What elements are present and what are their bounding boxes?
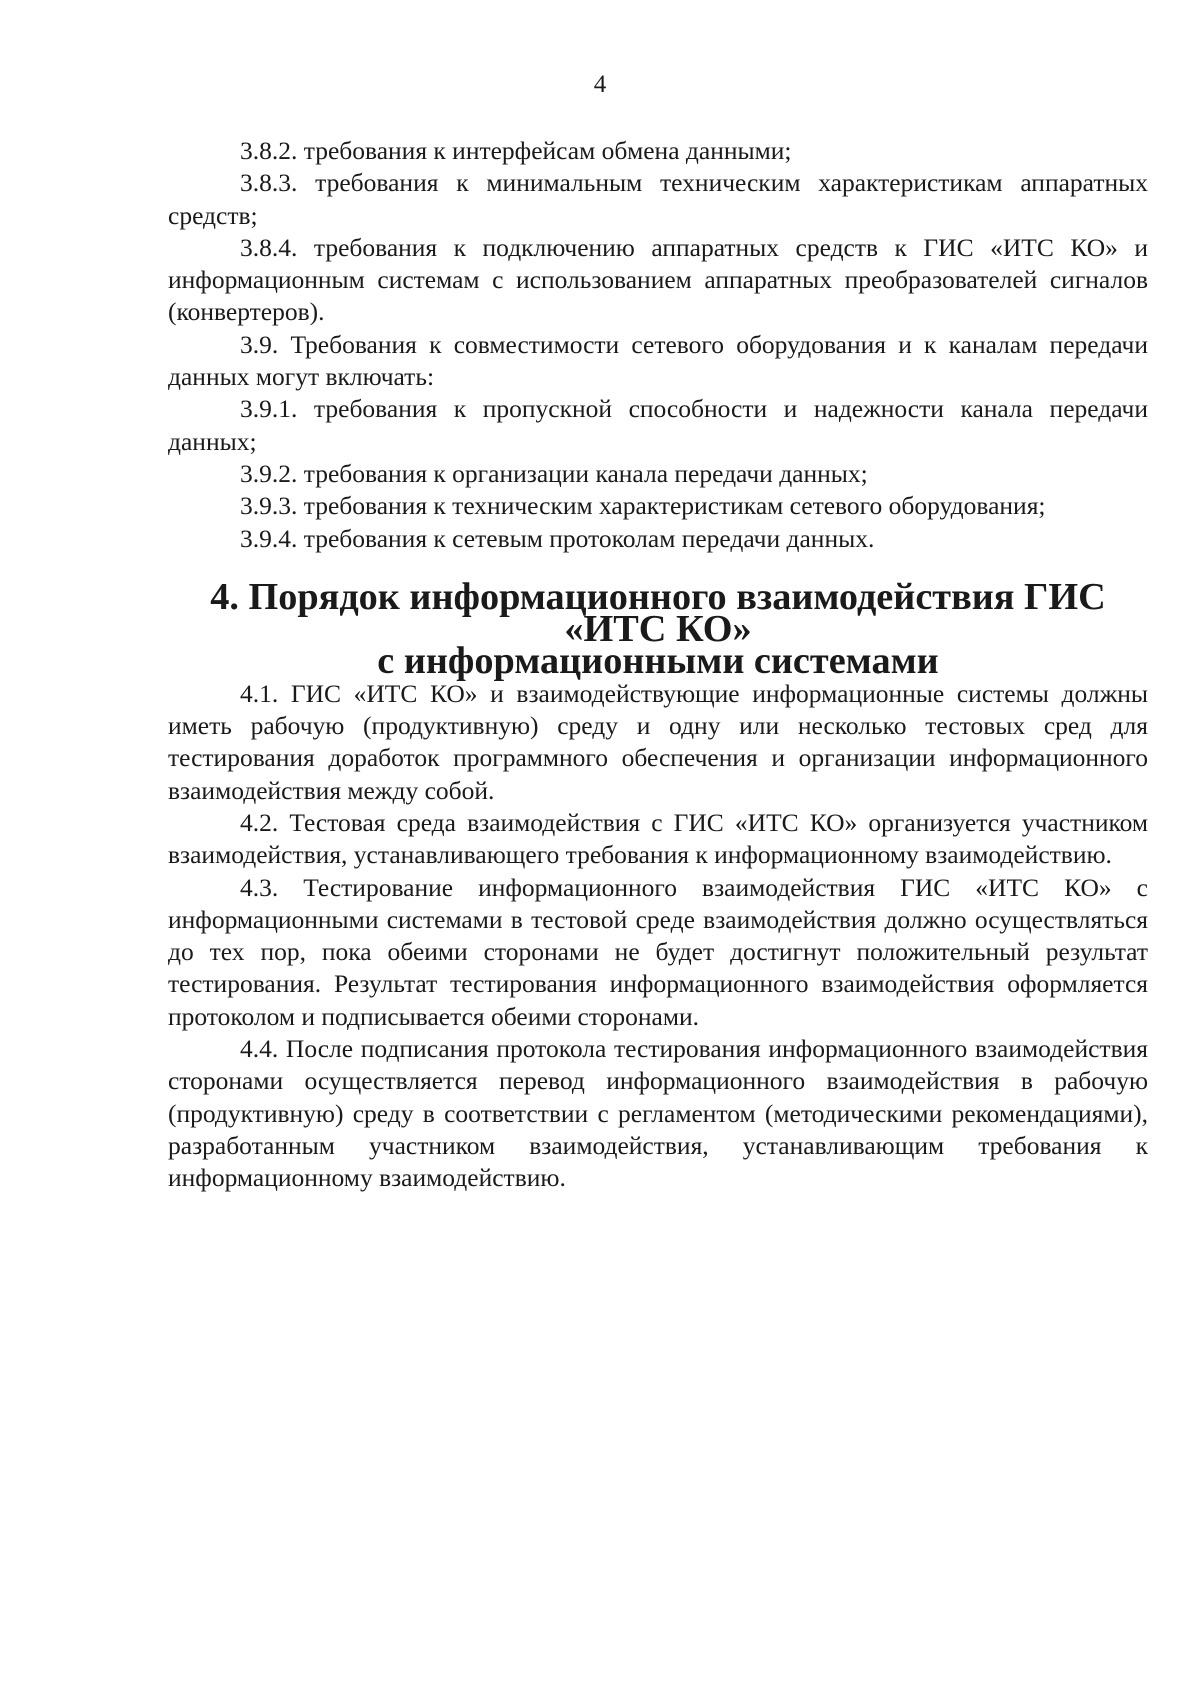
section-4-heading-line-2: с информационными системами: [377, 640, 939, 683]
item-3-9-4: 3.9.4. требования к сетевым протоколам передачи данных.: [240, 523, 875, 553]
item-3-8-4: 3.8.4. требования к подключению аппаратных средств к ГИС «ИТС КО» и информационным системам с использованием аппаратных преобразователей сигналов (конвертеров).: [168, 232, 1148, 327]
item-3-9-1: 3.9.1. требования к пропускной способности и надежности канала передачи данных;: [168, 394, 1148, 456]
item-3-8-3: 3.8.3. требования к минимальным техническим характеристикам аппаратных средств;: [168, 168, 1148, 230]
item-4-3: 4.3. Тестирование информационного взаимодействия ГИС «ИТС КО» с информационными системами в тестовой среде взаимодействия должно осуществляться до тех пор, пока обеими сторонами не будет достигнут положительный результат тестирования. Результат тестирования информационного взаимодействия оформляется протоколом и подписывается обеими сторонами.: [168, 872, 1148, 1031]
item-4-4: 4.4. После подписания протокола тестирования информационного взаимодействия сторонами осуществляется перевод информационного взаимодействия в рабочую (продуктивную) среду в соответствии с регламентом (методическими рекомендациями), разработанным участником взаимодействия, устанавливающим требования к информационному взаимодействию.: [168, 1034, 1148, 1193]
page-number: 4: [593, 71, 607, 98]
item-3-8-2: 3.8.2. требования к интерфейсам обмена данными;: [240, 136, 792, 165]
item-4-1: 4.1. ГИС «ИТС КО» и взаимодействующие информационные системы должны иметь рабочую (продуктивную) среду и одну или несколько тестовых сред для тестирования доработок программного обеспечения и организации информационного взаимодействия между собой.: [168, 678, 1148, 805]
document-body: [168, 135, 1148, 1195]
item-3-9-3: 3.9.3. требования к техническим характеристикам сетевого оборудования;: [240, 491, 1046, 521]
section-4-heading-line-1: 4. Порядок информационного взаимодействия ГИС «ИТС КО»: [210, 575, 1106, 651]
item-3-9-2: 3.9.2. требования к организации канала передачи данных;: [240, 458, 868, 488]
section-4-heading: [168, 575, 1148, 683]
item-3-9: 3.9. Требования к совместимости сетевого оборудования и к каналам передачи данных могут включать:: [168, 329, 1148, 392]
item-4-2: 4.2. Тестовая среда взаимодействия с ГИС «ИТС КО» организуется участником взаимодействия, устанавливающего требования к информационному взаимодействию.: [168, 807, 1148, 870]
